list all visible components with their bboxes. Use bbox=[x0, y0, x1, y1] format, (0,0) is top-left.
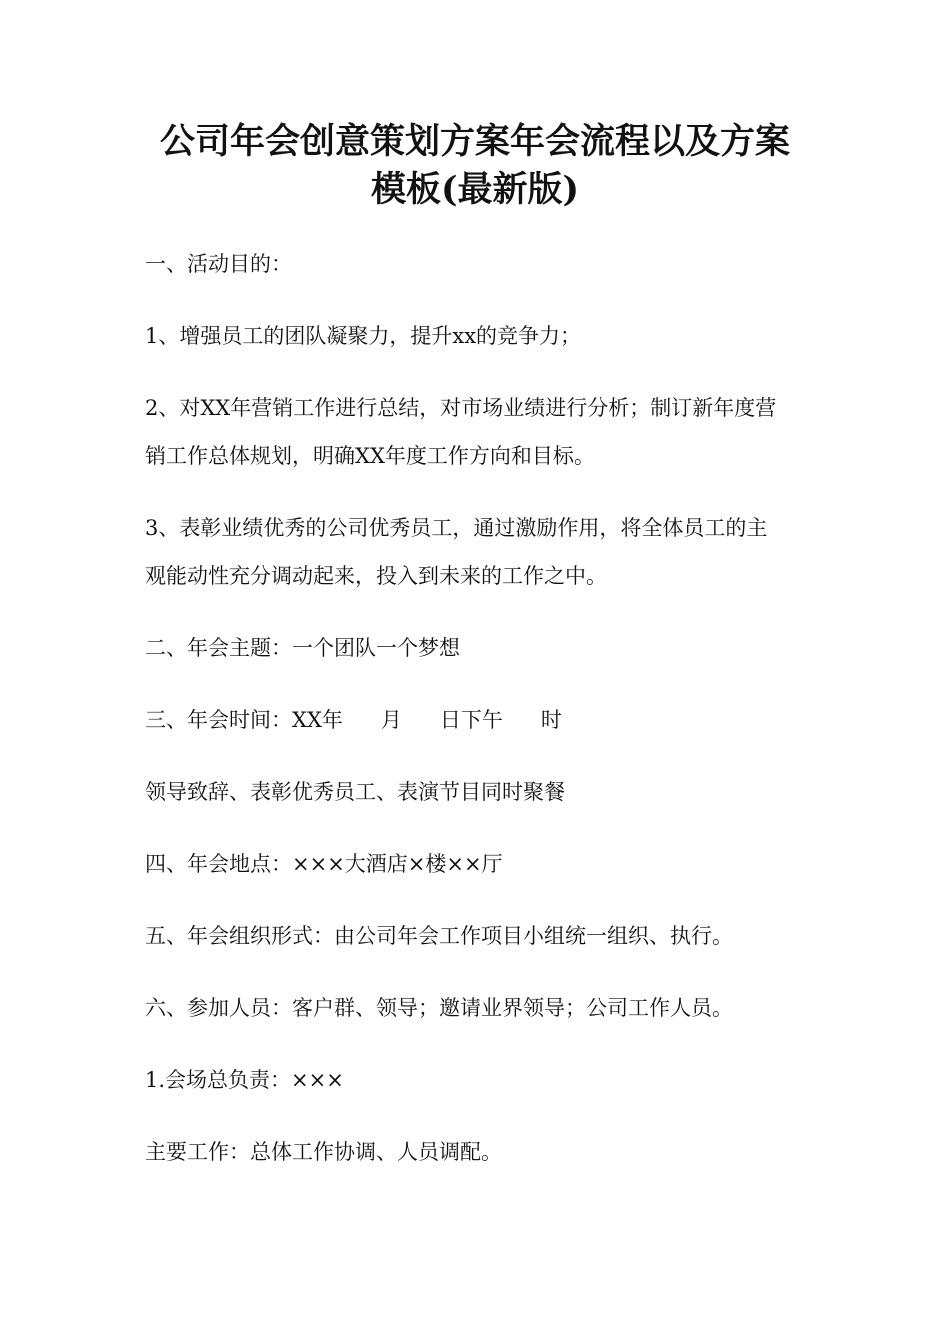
time-hour: 时 bbox=[540, 708, 562, 732]
section-time bbox=[145, 695, 810, 745]
paragraph-purpose-2-line-2: 销工作总体规划，明确XX年度工作方向和目标。 bbox=[145, 444, 595, 468]
time-prefix: 三、年会时间：XX年 bbox=[145, 708, 343, 732]
paragraph-purpose-1: 1、增强员工的团队凝聚力，提升xx的竞争力； bbox=[145, 324, 582, 348]
time-month: 月 bbox=[380, 708, 402, 732]
document-title-line-2: 模板(最新版) bbox=[370, 169, 580, 210]
paragraph-purpose-3-line-2: 观能动性充分调动起来，投入到未来的工作之中。 bbox=[145, 564, 607, 588]
section-participants: 六、参加人员：客户群、领导；邀请业界领导；公司工作人员。 bbox=[145, 996, 733, 1020]
time-day: 日下午 bbox=[439, 708, 503, 732]
paragraph-purpose-2-line-1: 2、对XX年营销工作进行总结，对市场业绩进行分析；制订新年度营 bbox=[145, 396, 777, 420]
paragraph-main-work: 主要工作：总体工作协调、人员调配。 bbox=[145, 1140, 502, 1164]
paragraph-program: 领导致辞、表彰优秀员工、表演节目同时聚餐 bbox=[145, 780, 565, 804]
paragraph-purpose-3-line-1: 3、表彰业绩优秀的公司优秀员工，通过激励作用，将全体员工的主 bbox=[145, 516, 768, 540]
section-heading-purpose: 一、活动目的： bbox=[145, 252, 292, 276]
document-title-line-1: 公司年会创意策划方案年会流程以及方案 bbox=[159, 121, 790, 162]
section-theme: 二、年会主题：一个团队一个梦想 bbox=[145, 636, 460, 660]
paragraph-venue-manager: 1.会场总负责：××× bbox=[145, 1068, 344, 1092]
section-organization: 五、年会组织形式：由公司年会工作项目小组统一组织、执行。 bbox=[145, 924, 733, 948]
section-location: 四、年会地点：×××大酒店×楼××厅 bbox=[145, 852, 503, 876]
